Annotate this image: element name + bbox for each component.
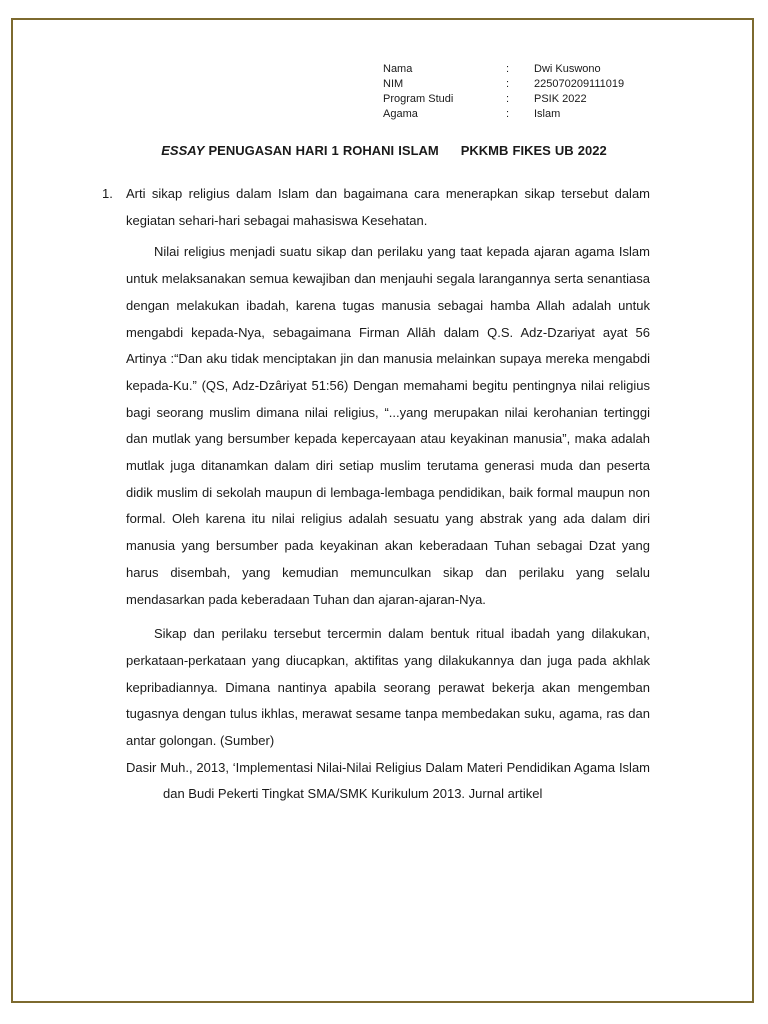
identity-label: Agama — [383, 108, 418, 120]
identity-label: Program Studi — [383, 93, 454, 105]
identity-row-program — [383, 92, 624, 107]
identity-block — [383, 62, 624, 122]
identity-colon: : — [506, 78, 510, 90]
essay-title-suffix: PKKMB FIKES UB 2022 — [460, 143, 607, 158]
identity-label: NIM — [383, 78, 404, 90]
identity-value-name: Dwi Kuswono — [534, 63, 601, 75]
identity-value-religion: Islam — [534, 108, 561, 120]
identity-value-nim: 225070209111019 — [534, 78, 625, 90]
identity-value-program: PSIK 2022 — [534, 93, 587, 105]
essay-title-italic: ESSAY — [161, 143, 205, 158]
question-text: Arti sikap religius dalam Islam dan bagaimana cara menerapkan sikap tersebut dalam kegiatan sehari-hari sebagai mahasiswa Kesehatan. — [126, 186, 650, 228]
question-number: 1. — [102, 186, 113, 201]
identity-colon: : — [506, 108, 510, 120]
identity-label: Nama — [383, 63, 413, 75]
identity-colon: : — [506, 63, 510, 75]
identity-row-religion — [383, 107, 624, 122]
body-paragraph: Nilai religius menjadi suatu sikap dan perilaku yang taat kepada ajaran agama Islam untuk melaksanakan semua kewajiban dan menjauhi segala larangannya serta senantiasa dengan melakukan ibadah, karena tugas manusia sebagai hamba Allah adalah untuk mengabdi kepada-Nya, sebagaimana Firman Allāh dalam Q.S. Adz-Dzariyat ayat 56 Artinya :“Dan aku tidak menciptakan jin dan manusia melainkan supaya mereka mengabdi kepada-Ku.” (QS, Adz-Dzâriyat 51:56) Dengan memahami begitu pentingnya nilai religius bagi seorang muslim dimana nilai religius, “...yang merupakan nilai kerohanian tertinggi dan mutlak yang bersumber kepada kepercayaan atau keyakinan manusia”, maka adalah mutlak juga ditanamkan dalam diri setiap muslim terutama generasi muda dan peserta didik muslim di sekolah maupun di lembaga-lembaga pendidikan, baik formal maupun non formal. Oleh karena itu nilai religius adalah sesuatu yang abstrak yang ada dalam diri manusia yang bersumber pada keyakinan akan keberadaan Tuhan sebagai Dzat yang harus disembah, yang kemudian memunculkan sikap dan perilaku yang selalu mendasarkan pada keberadaan Tuhan dan ajaran-ajaran-Nya. — [126, 244, 650, 607]
identity-row-name — [383, 62, 624, 77]
identity-row-nim — [383, 77, 624, 92]
body-paragraph: Sikap dan perilaku tersebut tercermin dalam bentuk ritual ibadah yang dilakukan, perkataan-perkataan yang diucapkan, aktifitas yang dilakukannya dan juga pada akhlak kepribadiannya. Dimana nantinya apabila seorang perawat bekerja akan mengemban tugasnya dengan tulus ikhlas, merawat sesame tanpa membedakan suku, agama, ras dan antar golongan. (Sumber) — [126, 626, 650, 749]
essay-title-main: PENUGASAN HARI 1 ROHANI ISLAM — [204, 143, 439, 158]
essay-body — [102, 181, 650, 808]
reference-entry: Dasir Muh., 2013, ‘Implementasi Nilai-Nilai Religius Dalam Materi Pendidikan Agama Islam dan Budi Pekerti Tingkat SMA/SMK Kurikulum 2013. Jurnal artikel — [126, 759, 650, 802]
essay-title — [0, 143, 768, 158]
identity-colon: : — [506, 93, 510, 105]
